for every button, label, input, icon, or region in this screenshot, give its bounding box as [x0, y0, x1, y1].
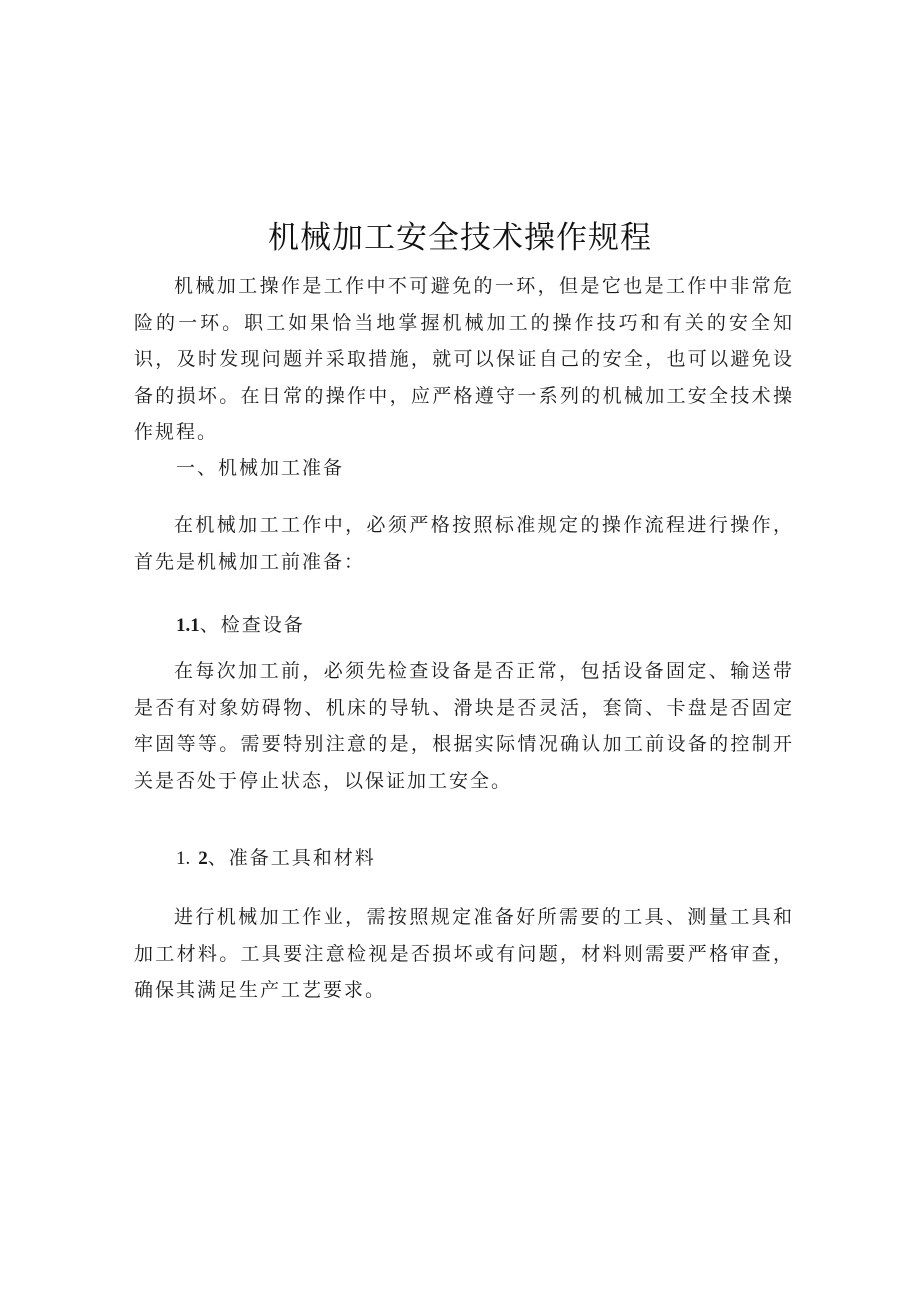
subsection-1-2-heading [176, 840, 376, 877]
subsection-1-2-paragraph: 进行机械加工作业，需按照规定准备好所需要的工具、测量工具和加工材料。工具要注意检视是否损坏或有问题，材料则需要严格审查，确保其满足生产工艺要求。 [134, 906, 794, 1001]
document-title: 机械加工安全技术操作规程 [268, 220, 652, 256]
subsection-1-2-number-prefix: 1. [176, 848, 191, 869]
section-1-heading: 一、机械加工准备 [176, 457, 345, 479]
subsection-1-2-label: 、准备工具和材料 [207, 847, 376, 869]
intro-paragraph: 机械加工操作是工作中不可避免的一环，但是它也是工作中非常危险的一环。职工如果恰当地掌握机械加工的操作技巧和有关的安全知识，及时发现问题并采取措施，就可以保证自己的安全，也可以避免设备的损坏。在日常的操作中，应严格遵守一系列的机械加工安全技术操作规程。 [134, 275, 794, 443]
subsection-1-1-paragraph: 在每次加工前，必须先检查设备是否正常，包括设备固定、输送带是否有对象妨碍物、机床的导轨、滑块是否灵活，套筒、卡盘是否固定牢固等等。需要特别注意的是，根据实际情况确认加工前设备的控制开关是否处于停止状态，以保证加工安全。 [134, 660, 794, 792]
subsection-1-1-number: 1.1 [176, 615, 200, 636]
subsection-1-1-heading [176, 607, 305, 644]
subsection-1-1-label: 、检查设备 [199, 614, 305, 636]
section-1-paragraph: 在机械加工工作中，必须严格按照标准规定的操作流程进行操作，首先是机械加工前准备： [134, 514, 794, 573]
subsection-1-2-number: 2 [198, 848, 208, 869]
